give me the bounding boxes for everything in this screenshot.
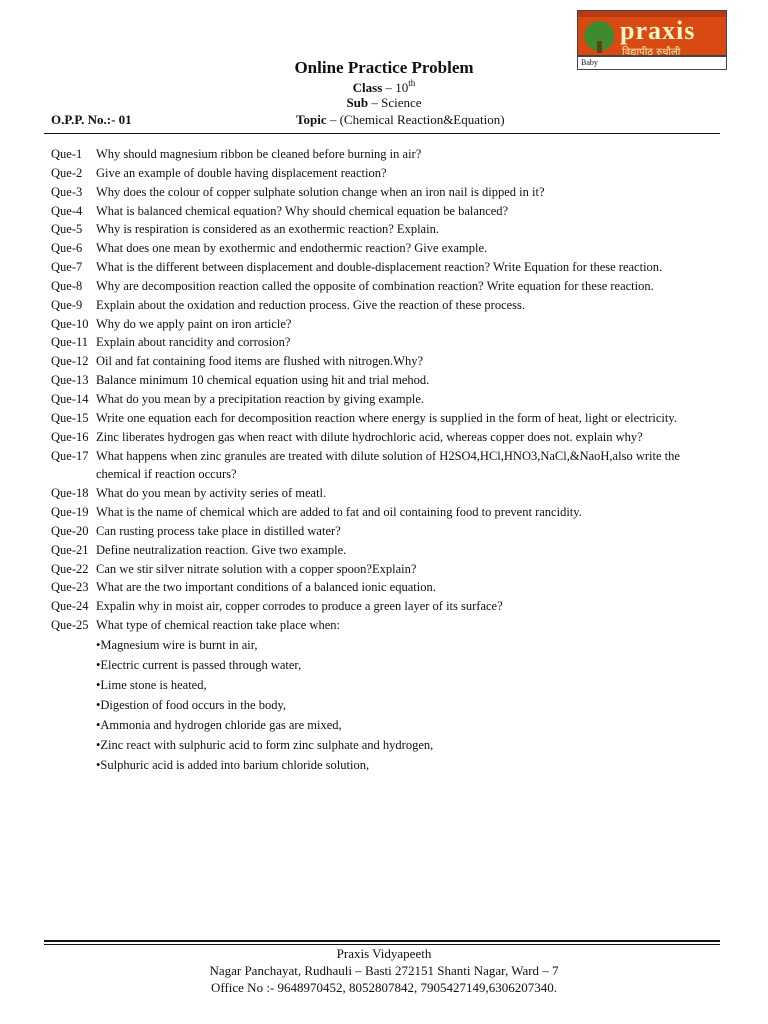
question-item — [51, 315, 691, 334]
question-item — [51, 333, 691, 352]
question-text: Explain about rancidity and corrosion? — [96, 335, 291, 350]
question-number: Que-2 — [51, 165, 83, 180]
question-list — [51, 145, 691, 775]
subject-line — [0, 95, 768, 111]
question-number: Que-22 — [51, 561, 89, 576]
sub-value: Science — [381, 95, 422, 110]
question-item — [51, 447, 691, 485]
question-text: Why are decomposition reaction called the opposite of combination reaction? Write equation for these reaction. — [96, 278, 654, 293]
question-text: Expalin why in moist air, copper corrodes to produce a green layer of its surface? — [96, 599, 503, 614]
question-number: Que-6 — [51, 241, 83, 256]
question-text: Explain about the oxidation and reduction process. Give the reaction of these process. — [96, 297, 526, 312]
sub-question-item: • Ammonia and hydrogen chloride gas are mixed, — [96, 715, 691, 735]
question-item — [51, 541, 691, 560]
question-item — [51, 164, 691, 183]
question-item — [51, 352, 691, 371]
question-number: Que-4 — [51, 203, 83, 218]
question-text: Write one equation each for decomposition reaction where energy is supplied in the form of heat, light or electricity. — [96, 410, 677, 425]
footer-address: Nagar Panchayat, Rudhauli – Basti 272151 Shanti Nagar, Ward – 7 — [209, 963, 559, 978]
question-item — [51, 145, 691, 164]
question-number: Que-3 — [51, 184, 83, 199]
praxis-logo — [577, 10, 727, 56]
question-text: What is the different between displacement and double-displacement reaction? Write Equation for these reaction. — [96, 260, 663, 275]
question-number: Que-9 — [51, 297, 83, 312]
sub-question-item: • Magnesium wire is burnt in air, — [96, 635, 691, 655]
question-item — [51, 428, 691, 447]
logo-subword: विद्यापीठ रुधौली — [622, 47, 681, 58]
question-text: Oil and fat containing food items are flushed with nitrogen.Why? — [96, 354, 423, 369]
question-text: Can we stir silver nitrate solution with a copper spoon?Explain? — [96, 561, 417, 576]
question-item — [51, 560, 691, 579]
question-text: Why do we apply paint on iron article? — [96, 316, 292, 331]
page-title: Online Practice Problem — [294, 58, 474, 77]
sub-question-item: • Electric current is passed through water, — [96, 655, 691, 675]
sub-dash: – — [371, 95, 378, 110]
question-text: What type of chemical reaction take place when: — [96, 618, 340, 633]
question-item — [51, 239, 691, 258]
sub-question-list — [96, 635, 691, 775]
sub-question-item: • Lime stone is heated, — [96, 675, 691, 695]
question-number: Que-7 — [51, 260, 83, 275]
question-item — [51, 409, 691, 428]
footer-divider — [44, 940, 720, 945]
question-text: Zinc liberates hydrogen gas when react with dilute hydrochloric acid, whereas copper does not. explain why? — [96, 429, 643, 444]
footer-phone: Office No :- 9648970452, 8052807842, 7905427149,6306207340. — [210, 980, 558, 995]
question-item — [51, 484, 691, 503]
question-item — [51, 390, 691, 409]
class-value: 10 — [395, 80, 409, 95]
question-text: Balance minimum 10 chemical equation using hit and trial mehod. — [96, 373, 430, 388]
class-dash: – — [385, 80, 393, 95]
question-number: Que-24 — [51, 599, 89, 614]
question-item — [51, 220, 691, 239]
question-number: Que-11 — [51, 335, 89, 350]
class-sup: th — [408, 78, 416, 88]
question-number: Que-19 — [51, 505, 89, 520]
question-text: What do you mean by a precipitation reaction by giving example. — [96, 391, 425, 406]
question-number: Que-16 — [51, 429, 89, 444]
logo-word: praxis — [620, 16, 696, 45]
question-text: What does one mean by exothermic and endothermic reaction? Give example. — [96, 241, 488, 256]
question-number: Que-23 — [51, 580, 89, 595]
question-text: What are the two important conditions of a balanced ionic equation. — [96, 580, 436, 595]
question-number: Que-15 — [51, 410, 89, 425]
question-text: What is balanced chemical equation? Why should chemical equation be balanced? — [96, 203, 509, 218]
tree-trunk-icon — [597, 41, 602, 53]
header-divider — [44, 133, 720, 134]
question-number: Que-14 — [51, 391, 89, 406]
question-number: Que-10 — [51, 316, 89, 331]
question-number: Que-8 — [51, 278, 83, 293]
question-number: Que-12 — [51, 354, 89, 369]
question-text: Give an example of double having displacement reaction? — [96, 165, 387, 180]
question-number: Que-25 — [51, 618, 89, 633]
question-item — [51, 522, 691, 541]
question-number: Que-1 — [51, 147, 83, 161]
topic-value: (Chemical Reaction&Equation) — [339, 112, 505, 127]
topic-line — [296, 112, 505, 128]
class-label: Class — [352, 80, 383, 95]
question-number: Que-20 — [51, 523, 89, 538]
question-item — [51, 258, 691, 277]
topic-label: Topic — [296, 112, 327, 127]
question-number: Que-21 — [51, 542, 89, 557]
sub-question-item: • Zinc react with sulphuric acid to form zinc sulphate and hydrogen, — [96, 735, 691, 755]
question-item — [51, 578, 691, 597]
sub-question-item: • Sulphuric acid is added into barium chloride solution, — [96, 755, 691, 775]
question-text: What is the name of chemical which are added to fat and oil containing food to prevent rancidity. — [96, 505, 582, 520]
question-item — [51, 371, 691, 390]
footer-org-name: Praxis Vidyapeeth — [336, 946, 432, 961]
opp-number: O.P.P. No.:- 01 — [51, 112, 132, 127]
question-text: What do you mean by activity series of meatl. — [96, 486, 327, 501]
question-number: Que-13 — [51, 373, 89, 388]
question-item — [51, 202, 691, 221]
question-item — [51, 503, 691, 522]
question-number: Que-18 — [51, 486, 89, 501]
question-item — [51, 296, 691, 315]
question-text: Define neutralization reaction. Give two example. — [96, 542, 347, 557]
sub-question-item: • Digestion of food occurs in the body, — [96, 695, 691, 715]
question-number: Que-5 — [51, 222, 83, 237]
question-text: What happens when zinc granules are treated with dilute solution of H2SO4,HCl,HNO3,NaCl,&NaoH,also write the chemical if reaction occurs? — [96, 448, 680, 482]
question-item — [51, 597, 691, 616]
question-item — [51, 277, 691, 296]
topic-dash: – — [329, 112, 337, 127]
question-text: Can rusting process take place in distilled water? — [96, 523, 341, 538]
question-text: Why should magnesium ribbon be cleaned before burning in air? — [96, 147, 422, 161]
question-item — [51, 616, 691, 635]
sub-label: Sub — [346, 95, 369, 110]
question-text: Why does the colour of copper sulphate solution change when an iron nail is dipped in it? — [96, 184, 545, 199]
logo-tagline-text: Baby — [581, 58, 598, 67]
question-text: Why is respiration is considered as an exothermic reaction? Explain. — [96, 222, 439, 237]
class-line — [0, 80, 768, 96]
question-item — [51, 183, 691, 202]
question-number: Que-17 — [51, 448, 89, 463]
